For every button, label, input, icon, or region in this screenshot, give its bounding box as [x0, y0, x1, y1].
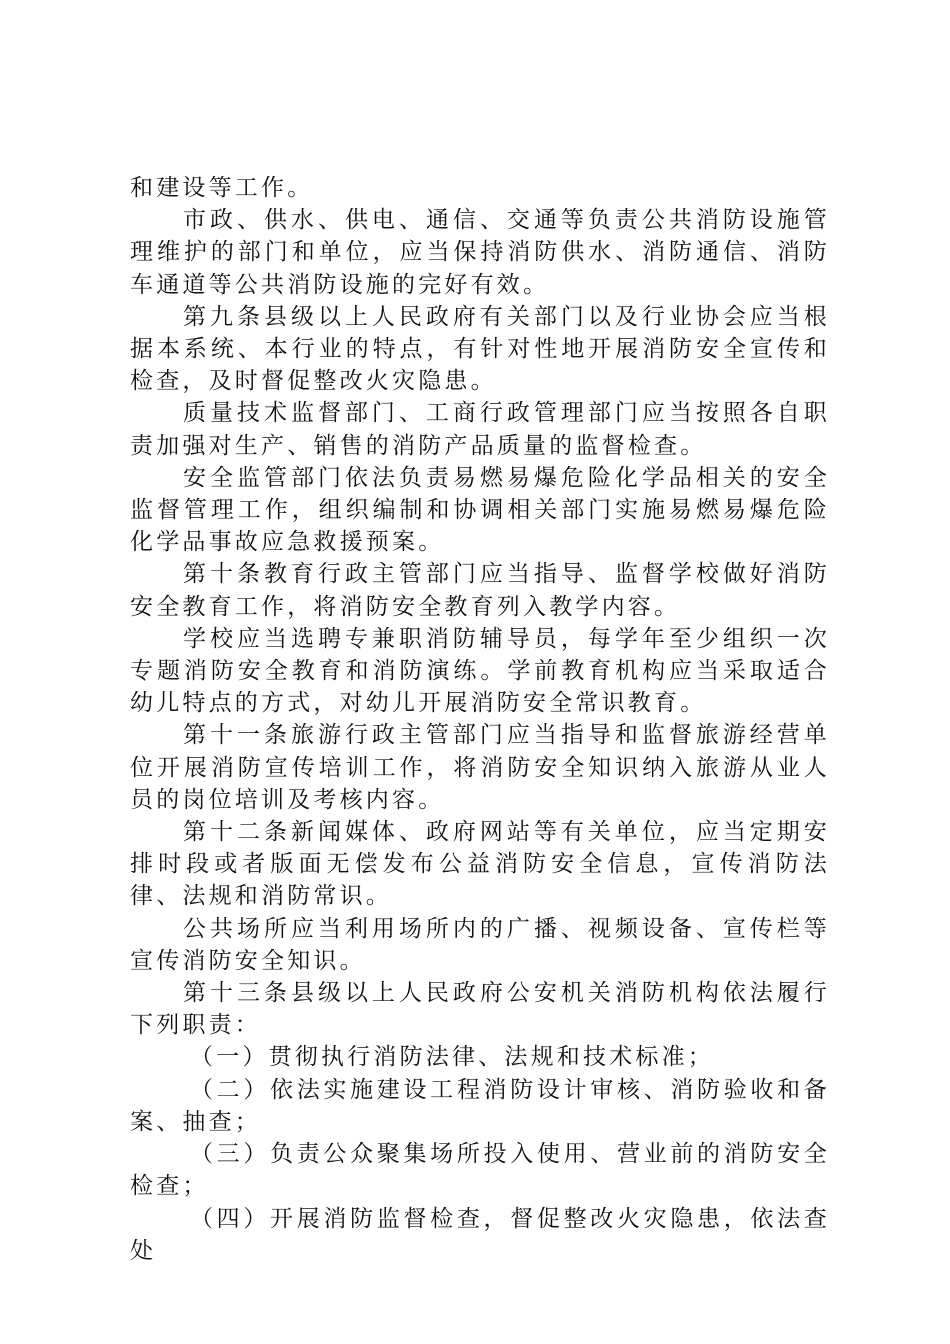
- paragraph-quality-supervision: 质量技术监督部门、工商行政管理部门应当按照各自职责加强对生产、销售的消防产品质量的监督检查。: [130, 400, 830, 459]
- paragraph-article-13: 第十三条县级以上人民政府公安机关消防机构依法履行下列职责：: [130, 980, 830, 1039]
- paragraph-article-12: 第十二条新闻媒体、政府网站等有关单位，应当定期安排时段或者版面无偿发布公益消防安全信息，宣传消防法律、法规和消防常识。: [130, 819, 830, 910]
- document-body: [130, 172, 830, 1267]
- list-item-2: （二）依法实施建设工程消防设计审核、消防验收和备案、抽查；: [130, 1076, 830, 1135]
- paragraph-public-places: 公共场所应当利用场所内的广播、视频设备、宣传栏等宣传消防安全知识。: [130, 915, 830, 974]
- paragraph-continuation: 和建设等工作。: [130, 175, 314, 201]
- list-item-1: （一）贯彻执行消防法律、法规和技术标准；: [190, 1044, 714, 1071]
- list-item-4: （四）开展消防监督检查，督促整改火灾隐患，依法查处: [130, 1205, 830, 1264]
- list-item-3: （三）负责公众聚集场所投入使用、营业前的消防安全检查；: [130, 1141, 830, 1200]
- paragraph-public-facilities: 市政、供水、供电、通信、交通等负责公共消防设施管理维护的部门和单位，应当保持消防供水、消防通信、消防车通道等公共消防设施的完好有效。: [130, 207, 830, 298]
- paragraph-article-9: 第九条县级以上人民政府有关部门以及行业协会应当根据本系统、本行业的特点，有针对性地开展消防安全宣传和检查，及时督促整改火灾隐患。: [130, 303, 830, 395]
- paragraph-article-11: 第十一条旅游行政主管部门应当指导和监督旅游经营单位开展消防宣传培训工作，将消防安全知识纳入旅游从业人员的岗位培训及考核内容。: [130, 722, 830, 813]
- paragraph-safety-supervision: 安全监管部门依法负责易燃易爆危险化学品相关的安全监督管理工作，组织编制和协调相关部门实施易燃易爆危险化学品事故应急救援预案。: [130, 464, 830, 556]
- paragraph-schools: 学校应当选聘专兼职消防辅导员，每学年至少组织一次专题消防安全教育和消防演练。学前教育机构应当采取适合幼儿特点的方式，对幼儿开展消防安全常识教育。: [130, 625, 830, 717]
- paragraph-article-10: 第十条教育行政主管部门应当指导、监督学校做好消防安全教育工作，将消防安全教育列入教学内容。: [130, 561, 830, 620]
